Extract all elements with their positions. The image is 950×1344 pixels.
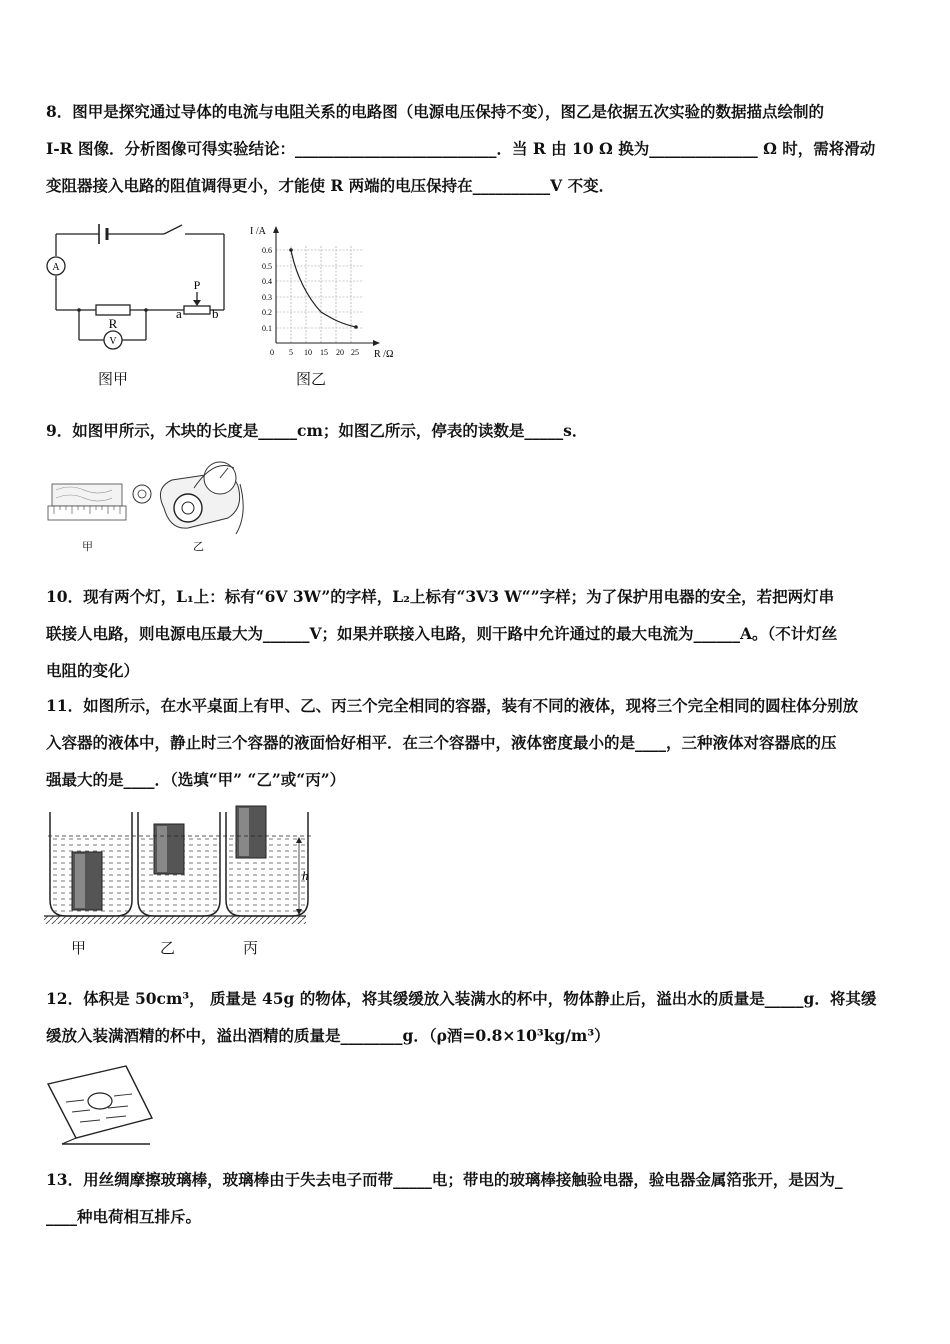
q11-line-2: 入容器的液体中，静止时三个容器的液面恰好相平．在三个容器中，液体密度最小的是____，三种液体对容器底的压 xyxy=(46,733,837,752)
containers-figure xyxy=(44,800,314,932)
question-9 xyxy=(46,412,908,449)
q11-line-1: 11．如图所示，在水平桌面上有甲、乙、丙三个完全相同的容器，装有不同的液体，现将三个完全相同的圆柱体分别放 xyxy=(46,696,859,715)
q9-fig-a-caption: 甲 xyxy=(82,540,93,553)
xtick-label: 20 xyxy=(336,348,344,357)
q8-line-1: 8．图甲是探究通过导体的电流与电阻关系的电路图（电源电压保持不变），图乙是依据五次实验的数据描点绘制的 xyxy=(46,102,825,121)
q8-line-2: I-R 图像．分析图像可得实验结论：__________________________．当 R 由 10 Ω 换为______________ Ω 时，需将滑动 xyxy=(46,139,876,158)
q11-caption-jia: 甲 xyxy=(71,939,87,957)
circuit-diagram xyxy=(44,212,234,362)
question-12 xyxy=(46,980,908,1054)
q12-line-1: 12．体积是 50cm³， 质量是 45g 的物体，将其缓缓放入装满水的杯中，物体静止后，溢出水的质量是_____g．将其缓 xyxy=(46,989,877,1008)
question-8 xyxy=(46,93,908,204)
graph-ylabel: I /A xyxy=(250,226,266,237)
graph-xlabel: R /Ω xyxy=(374,349,394,360)
q8-line-3: 变阻器接入电路的阻值调得更小，才能使 R 两端的电压保持在__________V 不变． xyxy=(46,176,615,195)
ytick-label: 0.2 xyxy=(262,308,272,317)
q9-fig-b-caption: 乙 xyxy=(193,540,204,553)
resistor-label: R xyxy=(108,316,118,331)
tilted-cup-figure xyxy=(44,1060,164,1150)
ammeter-label: A xyxy=(52,262,60,273)
q11-caption-bing: 丙 xyxy=(243,939,259,957)
xtick-label: 5 xyxy=(289,348,293,357)
question-13 xyxy=(46,1161,908,1235)
xtick-label: 25 xyxy=(351,348,359,357)
q10-line-3: 电阻的变化） xyxy=(46,661,140,680)
q10-line-1: 10．现有两个灯，L₁上：标有“6V 3W”的字样，L₂上标有“3V3 W“”字样；为了保护用电器的安全，若把两灯串 xyxy=(46,587,835,606)
ir-graph xyxy=(246,216,406,364)
q8-fig-b-caption: 图乙 xyxy=(296,370,327,388)
end-a-label: a xyxy=(176,306,182,321)
question-11 xyxy=(46,687,908,798)
ytick-label: 0.1 xyxy=(262,324,272,333)
q12-line-2: 缓放入装满酒精的杯中，溢出酒精的质量是________g．（ρ酒=0.8×10³kg/m³） xyxy=(46,1026,610,1045)
q8-fig-a-caption: 图甲 xyxy=(98,370,129,388)
q9-line-1: 9．如图甲所示，木块的长度是_____cm；如图乙所示，停表的读数是_____s． xyxy=(46,421,588,440)
question-10 xyxy=(46,578,908,689)
q13-line-1: 13．用丝绸摩擦玻璃棒，玻璃棒由于失去电子而带_____电；带电的玻璃棒接触验电器，验电器金属箔张开，是因为_ xyxy=(46,1170,843,1189)
voltmeter-label: V xyxy=(109,336,117,347)
ytick-label: 0.4 xyxy=(262,277,272,286)
q11-line-3: 强最大的是____．（选填“甲” “乙”或“丙”） xyxy=(46,770,346,789)
xtick-label: 15 xyxy=(320,348,328,357)
ytick-label: 0.3 xyxy=(262,293,272,302)
q10-line-2: 联接人电路，则电源电压最大为______V；如果并联接入电路，则干路中允许通过的最大电流为______A。（不计灯丝 xyxy=(46,624,838,643)
slider-label: P xyxy=(193,278,201,292)
q11-caption-yi: 乙 xyxy=(160,939,176,957)
q13-line-2: ____种电荷相互排斥。 xyxy=(46,1207,202,1226)
ruler-stopwatch-figure xyxy=(44,448,254,556)
xtick-label: 0 xyxy=(270,348,274,357)
h-label: h xyxy=(302,868,309,883)
ytick-label: 0.5 xyxy=(262,262,272,271)
xtick-label: 10 xyxy=(304,348,312,357)
end-b-label: b xyxy=(212,306,219,321)
ytick-label: 0.6 xyxy=(262,246,272,255)
